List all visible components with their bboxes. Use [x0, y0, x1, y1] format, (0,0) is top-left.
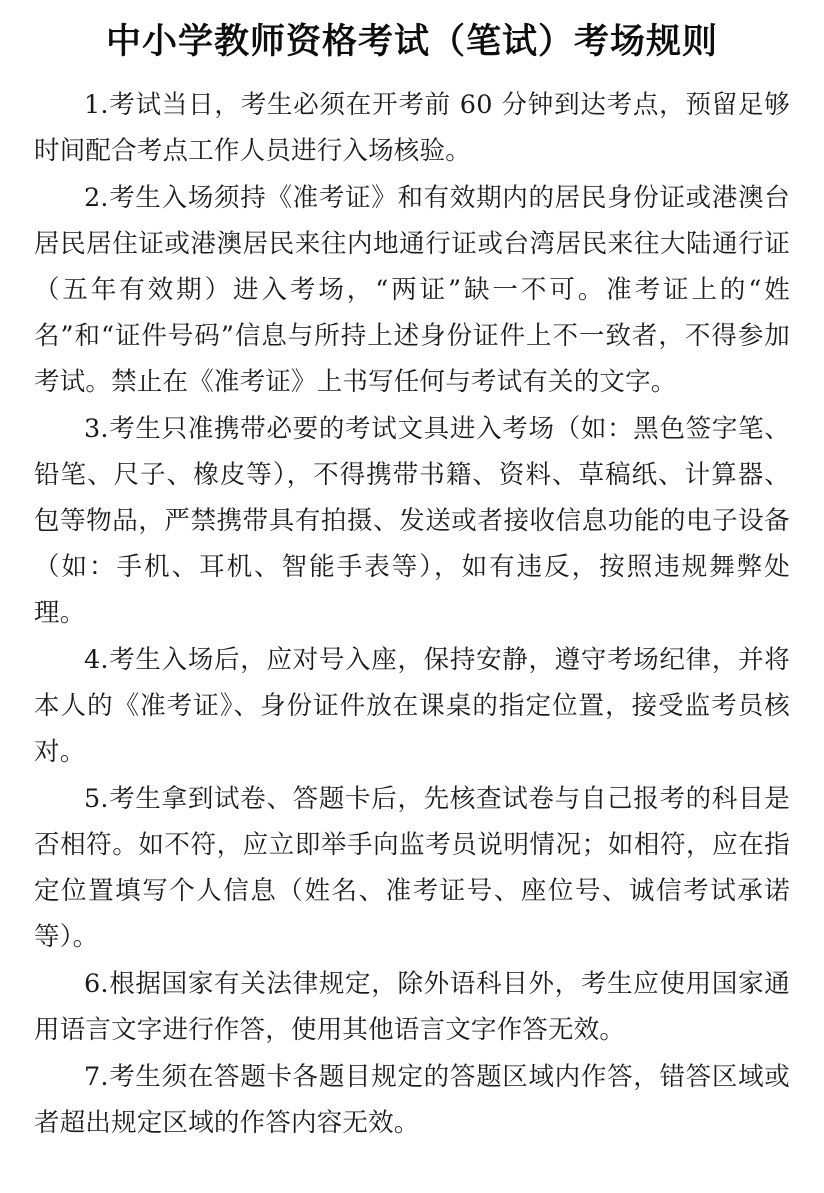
paragraph-3: 3.考生只准携带必要的考试文具进入考场（如：黑色签字笔、铅笔、尺子、橡皮等），不得携带书籍、资料、草稿纸、计算器、包等物品，严禁携带具有拍摄、发送或者接收信息功能的电子设备（如：手机、耳机、智能手表等），如有违反，按照违规舞弊处理。 [34, 413, 790, 628]
document-body [34, 82, 790, 1146]
paragraph-2: 2.考生入场须持《准考证》和有效期内的居民身份证或港澳台居民居住证或港澳居民来往内地通行证或台湾居民来往大陆通行证（五年有效期）进入考场，“两证”缺一不可。准考证上的“姓名”和“证件号码”信息与所持上述身份证件上不一致者，不得参加考试。禁止在《准考证》上书写任何与考试有关的文字。 [34, 182, 790, 397]
paragraph-5: 5.考生拿到试卷、答题卡后，先核查试卷与自己报考的科目是否相符。如不符，应立即举手向监考员说明情况；如相符，应在指定位置填写个人信息（姓名、准考证号、座位号、诚信考试承诺等）。 [34, 783, 790, 952]
paragraph-4: 4.考生入场后，应对号入座，保持安静，遵守考场纪律，并将本人的《准考证》、身份证件放在课桌的指定位置，接受监考员核对。 [34, 644, 790, 767]
paragraph-6: 6.根据国家有关法律规定，除外语科目外，考生应使用国家通用语言文字进行作答，使用其他语言文字作答无效。 [34, 968, 790, 1045]
paragraph-7: 7.考生须在答题卡各题目规定的答题区域内作答，错答区域或者超出规定区域的作答内容无效。 [34, 1061, 790, 1138]
paragraph-1: 1.考试当日，考生必须在开考前 60 分钟到达考点，预留足够时间配合考点工作人员进行入场核验。 [34, 89, 790, 166]
page-title: 中小学教师资格考试（笔试）考场规则 [105, 21, 718, 62]
